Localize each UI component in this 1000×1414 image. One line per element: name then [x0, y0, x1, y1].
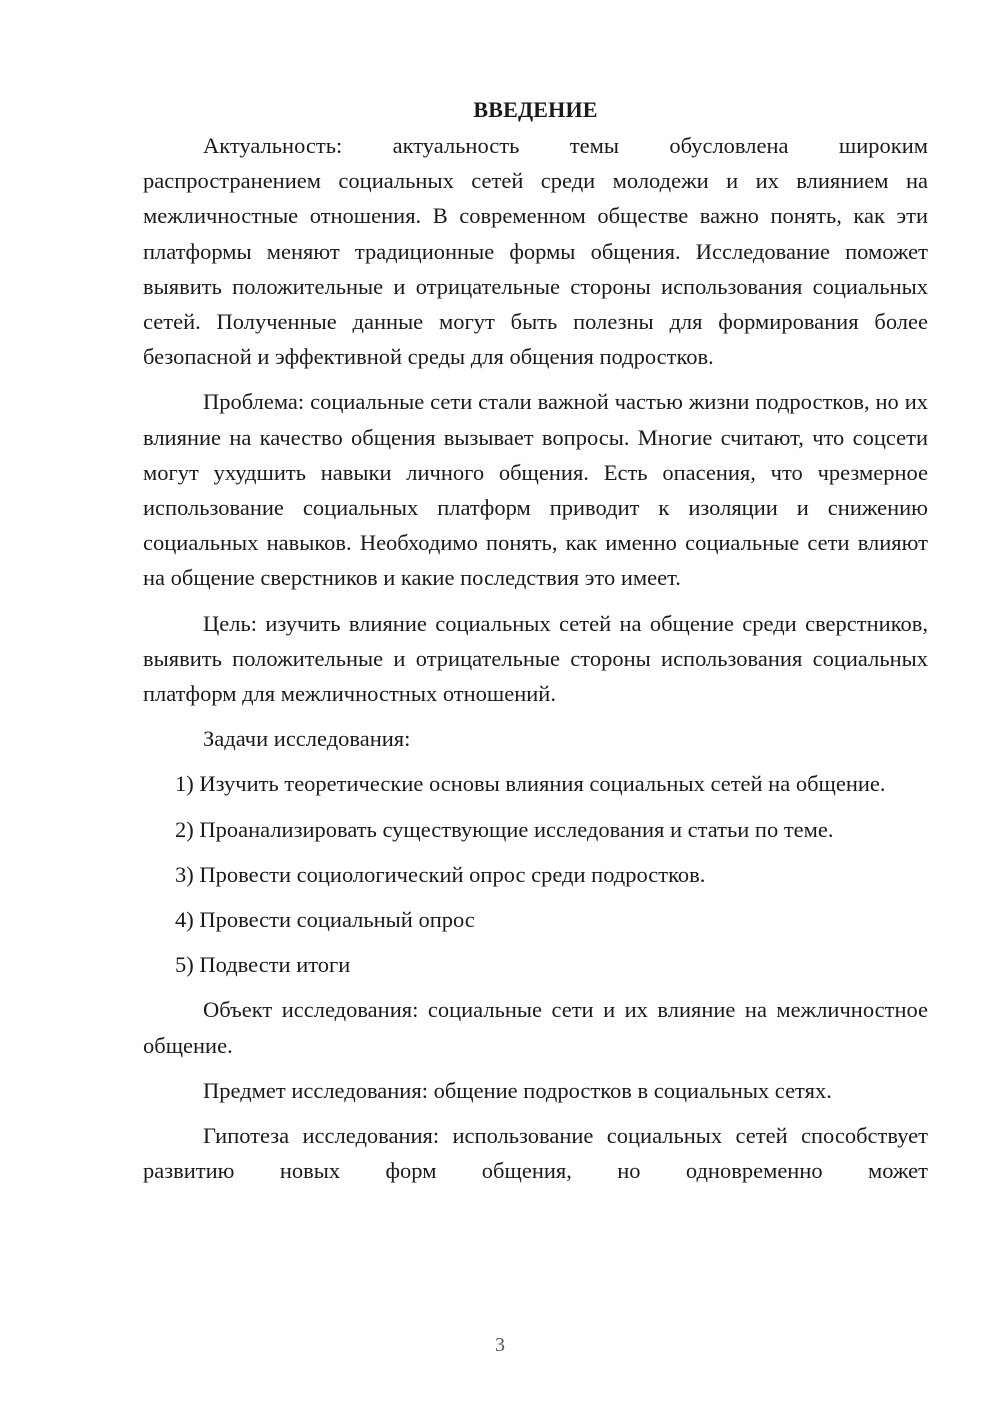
paragraph-relevance: Актуальность: актуальность темы обусловлена широким распространением социальных сетей среди молодежи и их влиянием на межличностные отношения. В современном обществе важно понять, как эти платформы меняют традиционные формы общения. Исследование поможет выявить положительные и отрицательные стороны использования социальных сетей. Полученные данные могут быть полезны для формирования более безопасной и эффективной среды для общения подростков.	[143, 133, 928, 370]
document-page	[143, 92, 928, 1188]
paragraph-hypothesis: Гипотеза исследования: использование социальных сетей способствует развитию новых форм общения, но одновременно может	[143, 1123, 928, 1184]
page-number: 3	[495, 1334, 505, 1356]
section-heading: ВВЕДЕНИЕ	[473, 97, 598, 122]
paragraph-subject: Предмет исследования: общение подростков в социальных сетях.	[203, 1077, 832, 1103]
paragraph-problem: Проблема: социальные сети стали важной частью жизни подростков, но их влияние на качество общения вызывает вопросы. Многие считают, что соцсети могут ухудшить навыки личного общения. Есть опасения, что чрезмерное использование социальных платформ приводит к изоляции и снижению социальных навыков. Необходимо понять, как именно социальные сети влияют на общение сверстников и какие последствия это имеет.	[143, 389, 928, 591]
task-item-3: 3) Провести социологический опрос среди подростков.	[175, 861, 706, 887]
paragraph-object: Объект исследования: социальные сети и их влияние на межличностное общение.	[143, 997, 928, 1058]
task-item-1: 1) Изучить теоретические основы влияния социальных сетей на общение.	[175, 771, 886, 797]
task-item-2: 2) Проанализировать существующие исследования и статьи по теме.	[175, 816, 834, 842]
paragraph-goal: Цель: изучить влияние социальных сетей на общение среди сверстников, выявить положительные и отрицательные стороны использования социальных платформ для межличностных отношений.	[143, 610, 928, 707]
tasks-title: Задачи исследования:	[203, 726, 411, 752]
task-item-5: 5) Подвести итоги	[175, 952, 351, 978]
task-item-4: 4) Провести социальный опрос	[175, 907, 475, 933]
